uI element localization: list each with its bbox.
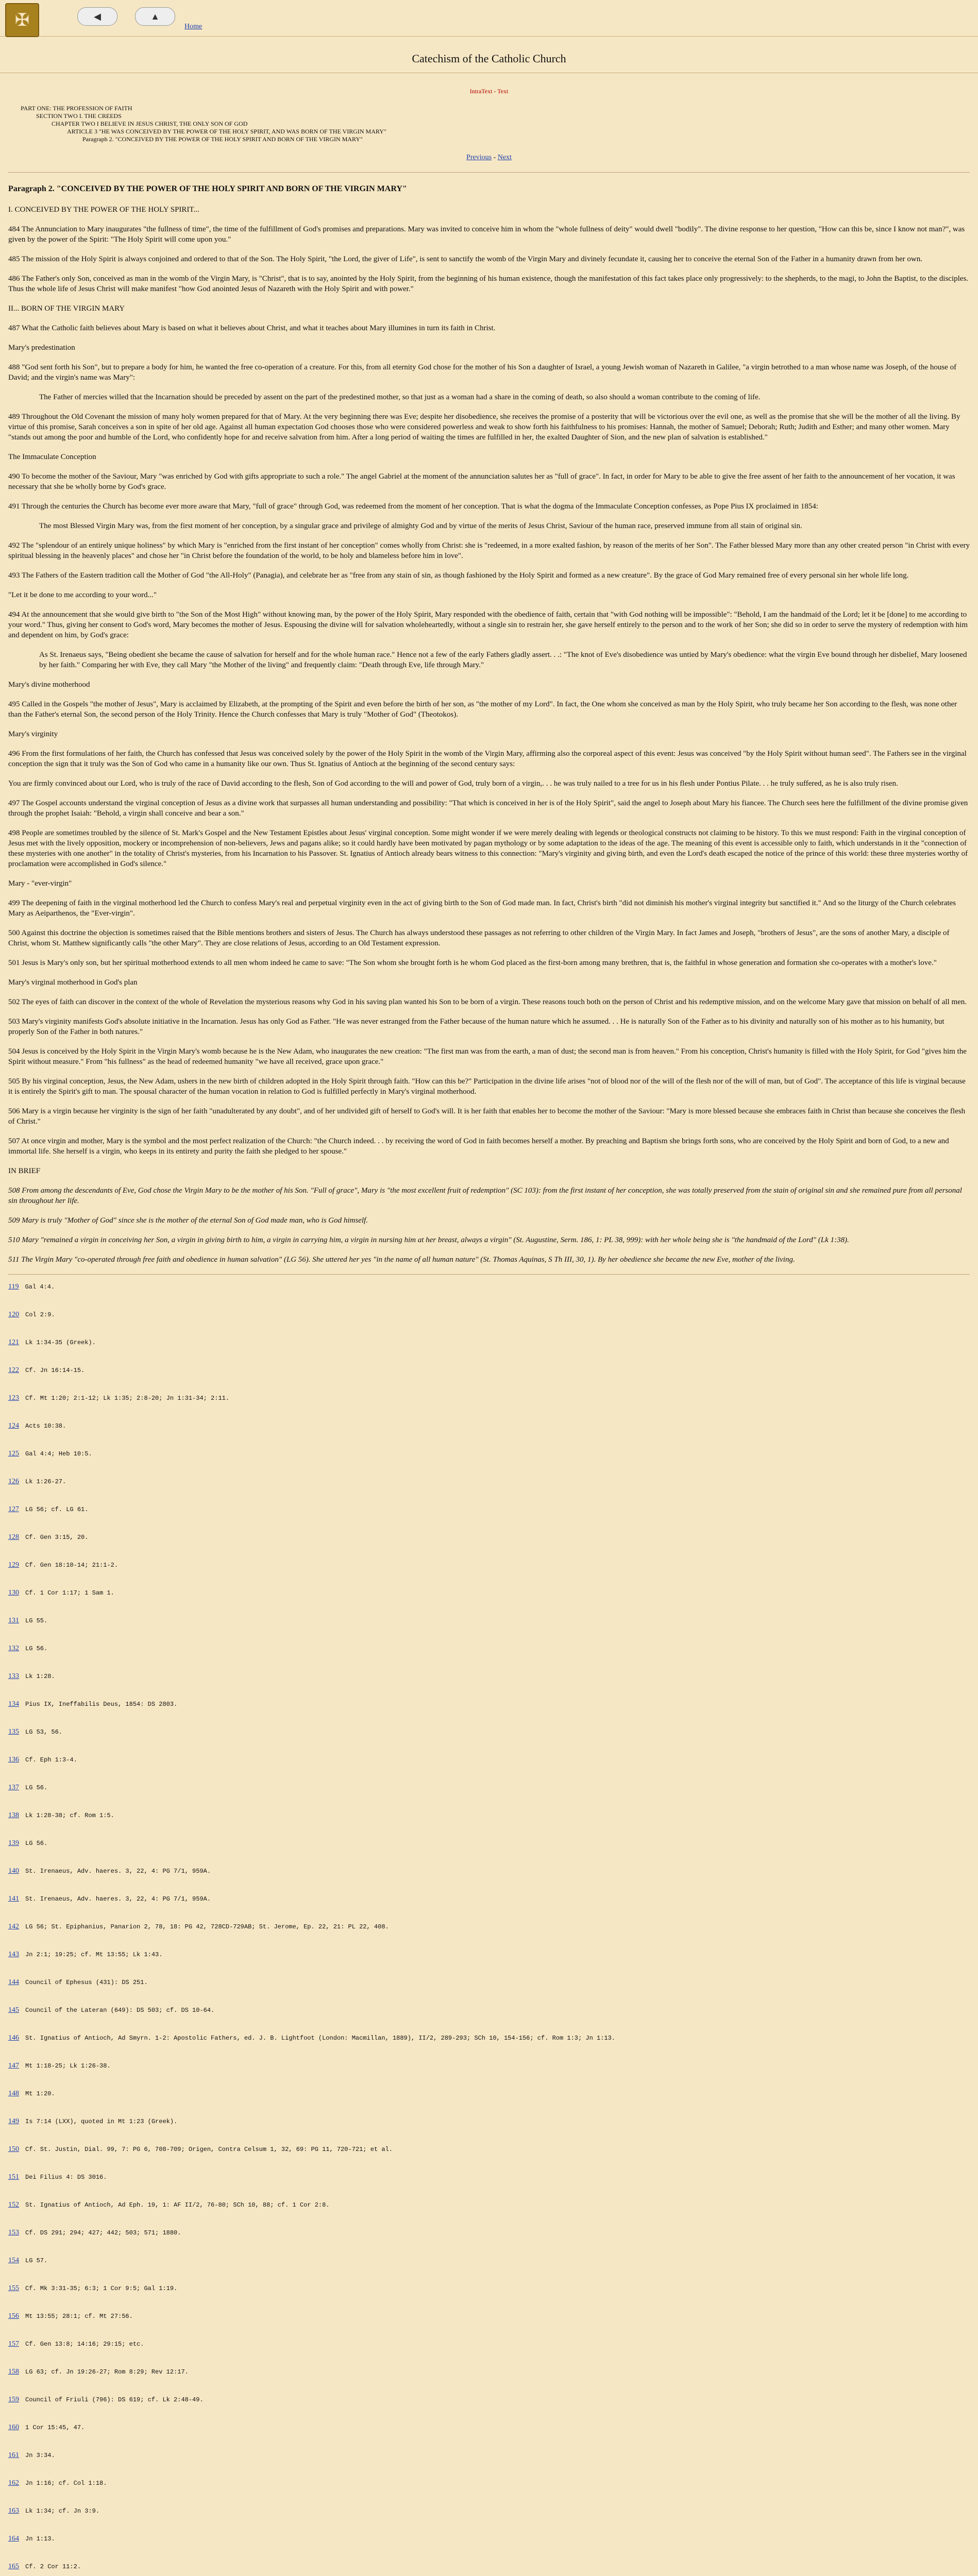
- footnote-text: Lk 1:34; cf. Jn 3:9.: [25, 2507, 100, 2515]
- footnote-text: Cf. Gen 13:8; 14:16; 29:15; etc.: [25, 2341, 144, 2348]
- breadcrumb: [21, 105, 978, 143]
- footnote: [8, 1811, 970, 1820]
- paragraph: 496 From the first formulations of her faith, the Church has confessed that Jesus was conceived solely by the power of the Holy Spirit in the womb of the Virgin Mary, affirming also the corporeal aspect of this event: Jesus was conceived "by the Holy Spirit without human seed". The Fathers see in the virginal conception the sign that it truly was the Son of God who came in a humanity like our own. Thus St. Ignatius of Antioch at the beginning of the second century says:: [8, 750, 967, 768]
- footnote-text: Gal 4:4; Heb 10:5.: [25, 1450, 92, 1458]
- footnote-number[interactable]: 155: [8, 2284, 19, 2292]
- footnote-text: Council of Friuli (796): DS 619; cf. Lk 2:48-49.: [25, 2396, 204, 2403]
- previous-link[interactable]: Previous: [466, 154, 492, 161]
- paragraph: 500 Against this doctrine the objection is sometimes raised that the Bible mentions brothers and sisters of Jesus. The Church has always understood these passages as not referring to other children of the Virgin Mary. In fact James and Joseph, "brothers of Jesus", are the sons of another Mary, a disciple of Christ, whom St. Matthew significantly calls "the other Mary". They are close relations of Jesus, according to an Old Testament expression.: [8, 929, 950, 947]
- paragraph: 488 "God sent forth his Son", but to prepare a body for him, he wanted the free co-operation of a creature. For this, from all eternity God chose for the mother of his Son a daughter of Israel, a young Jewish woman of Nazareth in Galilee, "a virgin betrothed to a man whose name was Joseph, of the house of David; and the virgin's name was Mary":: [8, 363, 957, 382]
- footnote-text: Lk 1:28-38; cf. Rom 1:5.: [25, 1812, 114, 1819]
- footnote: [8, 2062, 970, 2070]
- footnote: [8, 1283, 970, 1291]
- paragraph: Mary's virginity: [8, 730, 58, 738]
- footnote-text: Jn 3:34.: [25, 2452, 55, 2459]
- paragraph: "Let it be done to me according to your word...": [8, 591, 157, 599]
- footnote-number[interactable]: 141: [8, 1895, 19, 1903]
- paragraph: IN BRIEF: [8, 1167, 41, 1175]
- paragraph: 505 By his virginal conception, Jesus, the New Adam, ushers in the new birth of children adopted in the Holy Spirit through faith. "How can this be?" Participation in the divine life arises "not of blood nor of the will of the flesh nor of the will of man, but of God". The acceptance of this life is virginal because it is entirely the Spirit's gift to man. The spousal character of the human vocation in relation to God is fulfilled perfectly in Mary's virginal motherhood.: [8, 1077, 966, 1096]
- paragraph: You are firmly convinced about our Lord, who is truly of the race of David according to the flesh, Son of God according to the will and power of God, truly born of a virgin,. . . he was truly nailed to a tree for us in his flesh under Pontius Pilate. . . he truly suffered, as he is also truly risen.: [8, 779, 898, 788]
- footnote-number[interactable]: 163: [8, 2507, 19, 2515]
- footnote-number[interactable]: 134: [8, 1700, 19, 1708]
- footnote-number[interactable]: 153: [8, 2229, 19, 2236]
- footnote: [8, 2340, 970, 2348]
- footnote: [8, 1867, 970, 1875]
- footnote: [8, 1450, 970, 1458]
- footnote-number[interactable]: 120: [8, 1311, 19, 1318]
- paragraph: 507 At once virgin and mother, Mary is the symbol and the most perfect realization of the Church: "the Church indeed. . . by receiving the word of God in faith becomes herself a mother. By preaching and Baptism she brings forth sons, who are conceived by the Holy Spirit and born of God, to a new and immortal life. She herself is a virgin, who keeps in its entirety and purity the faith she pledged to her spouse.": [8, 1137, 949, 1156]
- footnote-number[interactable]: 143: [8, 1951, 19, 1958]
- footnote: [8, 2368, 970, 2376]
- footnote: [8, 1617, 970, 1625]
- footnote-text: St. Ignatius of Antioch, Ad Smyrn. 1-2: Apostolic Fathers, ed. J. B. Lightfoot (London: Macmillan, 1889), II/2, 289-293; SCh 10, 154-156; cf. Rom 1:3; Jn 1:13.: [25, 2035, 615, 2042]
- footnote-text: LG 56.: [25, 1645, 48, 1652]
- paragraph: 497 The Gospel accounts understand the virginal conception of Jesus as a divine work that surpasses all human understanding and possibility: "That which is conceived in her is of the Holy Spirit", said the angel to Joseph about Mary his fiancee. The Church sees here the fulfillment of the divine promise given through the prophet Isaiah: "Behold, a virgin shall conceive and bear a son.": [8, 799, 968, 818]
- footnote: [8, 1394, 970, 1402]
- footnote-text: Cf. DS 291; 294; 427; 442; 503; 571; 1880.: [25, 2229, 181, 2236]
- footnote-text: Cf. 2 Cor 11:2.: [25, 2563, 81, 2570]
- paragraph: 485 The mission of the Holy Spirit is always conjoined and ordered to that of the Son. The Holy Spirit, "the Lord, the giver of Life", is sent to sanctify the womb of the Virgin Mary and divinely fecundate it, causing her to conceive the eternal Son of the Father in a humanity drawn from her own.: [8, 255, 923, 263]
- footnote-text: St. Ignatius of Antioch, Ad Eph. 19, 1: AF II/2, 76-80; SCh 10, 88; cf. 1 Cor 2:8.: [25, 2201, 330, 2209]
- footnote-number[interactable]: 165: [8, 2563, 19, 2570]
- footnote-number[interactable]: 140: [8, 1867, 19, 1875]
- footnote-text: LG 56; St. Epiphanius, Panarion 2, 78, 18: PG 42, 728CD-729AB; St. Jerome, Ep. 22, 21: PL 22, 408.: [25, 1923, 389, 1930]
- footnote: [8, 1700, 970, 1708]
- footnote-number[interactable]: 128: [8, 1533, 19, 1541]
- up-button[interactable]: ▲: [135, 7, 175, 26]
- footnote: [8, 1728, 970, 1736]
- footnote-text: LG 56.: [25, 1840, 48, 1847]
- footnote-number[interactable]: 164: [8, 2535, 19, 2543]
- footnote-text: Mt 1:20.: [25, 2090, 55, 2097]
- paragraph: 502 The eyes of faith can discover in the context of the whole of Revelation the mysterious reasons why God in his saving plan wanted his Son to be born of a virgin. These reasons touch both on the person of Christ and his redemptive mission, and on the welcome Mary gave that mission on behalf of all men.: [8, 998, 967, 1006]
- footnote-text: Council of Ephesus (431): DS 251.: [25, 1979, 148, 1986]
- footnote-text: St. Irenaeus, Adv. haeres. 3, 22, 4: PG 7/1, 959A.: [25, 1895, 211, 1903]
- footnote-number[interactable]: 137: [8, 1784, 19, 1791]
- footnote: [8, 1923, 970, 1931]
- footnote-number[interactable]: 145: [8, 2006, 19, 2014]
- footnote-text: Cf. Eph 1:3-4.: [25, 1756, 77, 1764]
- footnote-text: LG 56; cf. LG 61.: [25, 1506, 89, 1513]
- footnote-number[interactable]: 158: [8, 2368, 19, 2376]
- footnote-number[interactable]: 161: [8, 2451, 19, 2459]
- paragraph: 489 Throughout the Old Covenant the mission of many holy women prepared for that of Mary. At the very beginning there was Eve; despite her disobedience, she receives the promise of a posterity that will be victorious over the evil one, as well as the promise that she will be the mother of all the living. By virtue of this promise, Sarah conceives a son in spite of her old age. Against all human expectation God chooses those who were considered powerless and weak to show forth his faithfulness to his promises: Hannah, the mother of Samuel; Deborah; Ruth; Judith and Esther; and many other women. Mary "stands out among the poor and humble of the Lord, who confidently hope for and receive salvation from him. After a long period of waiting the times are fulfilled in her, the exalted Daughter of Sion, and the new plan of salvation is established.": [8, 413, 960, 442]
- footnote-text: Cf. Jn 16:14-15.: [25, 1367, 85, 1374]
- footnote: [8, 2090, 970, 2098]
- footnote: [8, 2229, 970, 2237]
- footnote-number[interactable]: 162: [8, 2479, 19, 2487]
- footnote: [8, 1338, 970, 1347]
- footnote-text: Dei Filius 4: DS 3016.: [25, 2174, 107, 2181]
- footnote-number[interactable]: 159: [8, 2396, 19, 2403]
- footnote-text: St. Irenaeus, Adv. haeres. 3, 22, 4: PG 7/1, 959A.: [25, 1868, 211, 1875]
- footnote-text: Pius IX, Ineffabilis Deus, 1854: DS 2803.: [25, 1701, 178, 1708]
- footnote-text: Gal 4:4.: [25, 1283, 55, 1291]
- paragraph: 509 Mary is truly "Mother of God" since she is the mother of the eternal Son of God made man, who is God himself.: [8, 1216, 368, 1225]
- footnote-text: LG 57.: [25, 2257, 48, 2264]
- footnote-text: Mt 1:18-25; Lk 1:26-38.: [25, 2062, 111, 2070]
- footnote-number[interactable]: 160: [8, 2424, 19, 2431]
- footnote-number[interactable]: 132: [8, 1645, 19, 1652]
- toc-item[interactable]: ARTICLE 3 "HE WAS CONCEIVED BY THE POWER OF THE HOLY SPIRIT, AND WAS BORN OF THE VIRGIN MARY": [67, 128, 386, 135]
- footnote-text: LG 55.: [25, 1617, 48, 1624]
- footnote-text: Mt 13:55; 28:1; cf. Mt 27:56.: [25, 2313, 133, 2320]
- footnote-text: Cf. Mk 3:31-35; 6:3; 1 Cor 9:5; Gal 1:19.: [25, 2285, 178, 2292]
- top-bar: [0, 0, 978, 37]
- footnote-number[interactable]: 119: [8, 1283, 19, 1291]
- paragraph: 504 Jesus is conceived by the Holy Spirit in the Virgin Mary's womb because he is the New Adam, who inaugurates the new creation: "The first man was from the earth, a man of dust; the second man is from heaven." From his conception, Christ's humanity is filled with the Holy Spirit, for God "gives him the Spirit without measure." From "his fullness" as the head of redeemed humanity "we have all received, grace upon grace.": [8, 1047, 967, 1066]
- footnote: [8, 2257, 970, 2265]
- paragraph: 484 The Annunciation to Mary inaugurates "the fullness of time", the time of the fulfillment of God's promises and preparations. Mary was invited to conceive him in whom the "whole fullness of deity" would dwell "bodily". The divine response to her question, "How can this be, since I know not man?", was given by the power of the Spirit: "The Holy Spirit will come upon you.": [8, 225, 965, 244]
- footnote-number[interactable]: 152: [8, 2201, 19, 2209]
- paragraph: I. CONCEIVED BY THE POWER OF THE HOLY SPIRIT...: [8, 206, 199, 214]
- footnote: [8, 1672, 970, 1681]
- footnote-text: Acts 10:38.: [25, 1422, 66, 1430]
- footnotes: [0, 1275, 978, 2576]
- paragraph-list: [8, 205, 970, 1265]
- paragraph: Mary's divine motherhood: [8, 681, 90, 689]
- footnote-text: Lk 1:28.: [25, 1673, 55, 1680]
- footnote-text: Council of the Lateran (649): DS 503; cf. DS 10-64.: [25, 2007, 215, 2014]
- footnote-number[interactable]: 122: [8, 1366, 19, 1374]
- footnote-text: LG 63; cf. Jn 19:26-27; Rom 8:29; Rev 12:17.: [25, 2368, 189, 2376]
- paragraph: The Immaculate Conception: [8, 453, 96, 461]
- footnote: [8, 1784, 970, 1792]
- footnote: [8, 1589, 970, 1597]
- footnote: [8, 1951, 970, 1959]
- footnote: [8, 2451, 970, 2460]
- footnote: [8, 1422, 970, 1430]
- footnote-number[interactable]: 136: [8, 1756, 19, 1764]
- paragraph: 510 Mary "remained a virgin in conceiving her Son, a virgin in giving birth to him, a virgin in carrying him, a virgin in nursing him at her breast, always a virgin" (St. Augustine, Serm. 186, 1: PL 38, 999): with her whole being she is "the handmaid of the Lord" (Lk 1:38).: [8, 1236, 849, 1244]
- paragraph: Mary - "ever-virgin": [8, 879, 72, 888]
- paragraph: 494 At the announcement that she would give birth to "the Son of the Most High" without knowing man, by the power of the Holy Spirit, Mary responded with the obedience of faith, certain that "with God nothing will be impossible": "Behold, I am the handmaid of the Lord; let it be [done] to me according to your word." Thus, giving her consent to God's word, Mary becomes the mother of Jesus. Espousing the divine will for salvation wholeheartedly, without a single sin to restrain her, she gave herself entirely to the person and to the work of her Son; she did so in order to serve the mystery of redemption with him and dependent on him, by God's grace:: [8, 611, 968, 639]
- footnote-number[interactable]: 146: [8, 2034, 19, 2042]
- paragraph: 490 To become the mother of the Saviour, Mary "was enriched by God with gifts appropriate to such a role." The angel Gabriel at the moment of the annunciation salutes her as "full of grace". In fact, in order for Mary to be able to give the free assent of her faith to the announcement of her vocation, it was necessary that she be wholly borne by God's grace.: [8, 472, 955, 491]
- toc-item[interactable]: CHAPTER TWO I BELIEVE IN JESUS CHRIST, THE ONLY SON OF GOD: [52, 120, 248, 127]
- footnote: [8, 2173, 970, 2181]
- footnote-number[interactable]: 139: [8, 1839, 19, 1847]
- page-title: Paragraph 2. "CONCEIVED BY THE POWER OF THE HOLY SPIRIT AND BORN OF THE VIRGIN MARY": [8, 184, 407, 193]
- logo-icon: ✠: [5, 3, 39, 37]
- footnote-number[interactable]: 123: [8, 1394, 19, 1402]
- paragraph: 493 The Fathers of the Eastern tradition call the Mother of God "the All-Holy" (Panagia), and celebrate her as "free from any stain of sin, as though fashioned by the Holy Spirit and formed as a new creature". By the grace of God Mary remained free of every personal sin her whole life long.: [8, 571, 909, 580]
- paragraph: 495 Called in the Gospels "the mother of Jesus", Mary is acclaimed by Elizabeth, at the prompting of the Spirit and even before the birth of her son, as "the mother of my Lord". In fact, the One whom she conceived as man by the Holy Spirit, who truly became her Son according to the flesh, was none other than the Father's eternal Son, the second person of the Holy Trinity. Hence the Church confesses that Mary is truly "Mother of God" (Theotokos).: [8, 700, 957, 719]
- paragraph: 506 Mary is a virgin because her virginity is the sign of her faith "unadulterated by any doubt", and of her undivided gift of herself to God's will. It is her faith that enables her to become the mother of the Saviour: "Mary is more blessed because she embraces faith in Christ than because she conceives the flesh of Christ.": [8, 1107, 966, 1126]
- footnote-text: Jn 2:1; 19:25; cf. Mt 13:55; Lk 1:43.: [25, 1951, 163, 1958]
- footnote-number[interactable]: 150: [8, 2145, 19, 2153]
- paragraph: 491 Through the centuries the Church has become ever more aware that Mary, "full of grace" through God, was redeemed from the moment of her conception. That is what the dogma of the Immaculate Conception confesses, as Pope Pius IX proclaimed in 1854:: [8, 502, 818, 511]
- footnote: [8, 1533, 970, 1541]
- footnote: [8, 2507, 970, 2515]
- footnote: [8, 2006, 970, 2014]
- footnote-number[interactable]: 142: [8, 1923, 19, 1930]
- footnote-number[interactable]: 135: [8, 1728, 19, 1736]
- footnote: [8, 2396, 970, 2404]
- footnote: [8, 1505, 970, 1514]
- footnote-number[interactable]: 138: [8, 1811, 19, 1819]
- separator: -: [493, 154, 496, 161]
- footnote: [8, 1645, 970, 1653]
- paragraph: Mary's predestination: [8, 344, 75, 352]
- footnote: [8, 1756, 970, 1764]
- footnote-text: Cf. 1 Cor 1:17; 1 Sam 1.: [25, 1589, 114, 1597]
- footnote-number[interactable]: 157: [8, 2340, 19, 2348]
- footnote-text: Cf. Gen 18:10-14; 21:1-2.: [25, 1562, 119, 1569]
- back-button[interactable]: ◀: [77, 7, 117, 26]
- footnote-number[interactable]: 130: [8, 1589, 19, 1597]
- footnote: [8, 2117, 970, 2126]
- footnote: [8, 1561, 970, 1569]
- footnote-text: Cf. St. Justin, Dial. 99, 7: PG 6, 708-709; Origen, Contra Celsum 1, 32, 69: PG 11, 720-721; et al.: [25, 2146, 393, 2153]
- paragraph: 486 The Father's only Son, conceived as man in the womb of the Virgin Mary, is "Christ", that is to say, anointed by the Holy Spirit, from the beginning of his human existence, though the manifestation of this fact takes place only progressively: to the shepherds, to the magi, to John the Baptist, to the disciples. Thus the whole life of Jesus Christ will make manifest "how God anointed Jesus of Nazareth with the Holy Spirit and with power.": [8, 275, 969, 293]
- footnote-number[interactable]: 124: [8, 1422, 19, 1430]
- paragraph: As St. Irenaeus says, "Being obedient she became the cause of salvation for herself and for the whole human race." Hence not a few of the early Fathers gladly assert. . .: "The knot of Eve's disobedience was untied by Mary's obedience: what the virgin Eve bound through her disbelief, Mary loosened by her faith." Comparing her with Eve, they call Mary "the Mother of the living" and frequently claim: "Death through Eve, life through Mary.": [39, 651, 967, 669]
- footnote-text: Jn 1:13.: [25, 2535, 55, 2543]
- toc-item[interactable]: PART ONE: THE PROFESSION OF FAITH: [21, 105, 132, 112]
- footnote: [8, 1311, 970, 1319]
- footnote-text: Cf. Mt 1:20; 2:1-12; Lk 1:35; 2:8-20; Jn 1:31-34; 2:11.: [25, 1395, 230, 1402]
- footnote-text: Lk 1:34-35 (Greek).: [25, 1339, 96, 1346]
- paragraph: 487 What the Catholic faith believes about Mary is based on what it believes about Christ, and what it teaches about Mary illumines in turn its faith in Christ.: [8, 324, 496, 332]
- footnote-number[interactable]: 133: [8, 1672, 19, 1680]
- paragraph: 508 From among the descendants of Eve, God chose the Virgin Mary to be the mother of his Son. "Full of grace", Mary is "the most excellent fruit of redemption" (SC 103): from the first instant of her conception, she was totally preserved from the stain of original sin and she remained pure from all personal sin throughout her life.: [8, 1187, 962, 1205]
- paragraph: 511 The Virgin Mary "co-operated through free faith and obedience in human salvation" (LG 56). She uttered her yes "in the name of all human nature" (St. Thomas Aquinas, S Th III, 30, 1). By her obedience she became the new Eve, mother of the living.: [8, 1256, 795, 1264]
- paragraph: 499 The deepening of faith in the virginal motherhood led the Church to confess Mary's real and perpetual virginity even in the act of giving birth to the Son of God made man. In fact, Christ's birth "did not diminish his mother's virginal integrity but sanctified it." And so the liturgy of the Church celebrates Mary as Aeiparthenos, the "Ever-virgin".: [8, 899, 956, 918]
- paragraph: 503 Mary's virginity manifests God's absolute initiative in the Incarnation. Jesus has only God as Father. "He was never estranged from the Father because of the human nature which he assumed. . . He is naturally Son of the Father as to his divinity and naturally son of his mother as to his humanity, but properly Son of the Father in both natures.": [8, 1018, 945, 1036]
- footnote-number[interactable]: 131: [8, 1617, 19, 1624]
- footnote: [8, 2034, 970, 2042]
- footnote-number[interactable]: 151: [8, 2173, 19, 2181]
- intratext-link[interactable]: IntraText - Text: [469, 88, 509, 95]
- paragraph: The Father of mercies willed that the Incarnation should be preceded by assent on the part of the predestined mother, so that just as a woman had a share in the coming of death, so also should a woman contribute to the coming of life.: [39, 393, 761, 401]
- footnote-text: Jn 1:16; cf. Col 1:18.: [25, 2480, 107, 2487]
- footnote-number[interactable]: 127: [8, 1505, 19, 1513]
- footnote: [8, 1478, 970, 1486]
- footnote-text: Is 7:14 (LXX), quoted in Mt 1:23 (Greek).: [25, 2118, 178, 2125]
- footnote: [8, 2201, 970, 2209]
- footnote-number[interactable]: 129: [8, 1561, 19, 1569]
- paragraph: The most Blessed Virgin Mary was, from the first moment of her conception, by a singular grace and privilege of almighty God and by virtue of the merits of Jesus Christ, Saviour of the human race, preserved immune from all stain of original sin.: [39, 522, 802, 530]
- next-link[interactable]: Next: [497, 154, 512, 161]
- footnote-number[interactable]: 121: [8, 1338, 19, 1346]
- paragraph: II... BORN OF THE VIRGIN MARY: [8, 304, 125, 313]
- footnote-text: Cf. Gen 3:15, 20.: [25, 1534, 89, 1541]
- footnote-text: Lk 1:26-27.: [25, 1478, 66, 1485]
- footnote: [8, 2145, 970, 2154]
- paragraph: 498 People are sometimes troubled by the silence of St. Mark's Gospel and the New Testament Epistles about Jesus' virginal conception. Some might wonder if we were merely dealing with legends or theological constructs not claiming to be history. To this we must respond: Faith in the virginal conception of Jesus met with the lively opposition, mockery or incomprehension of non-believers, Jews and pagans alike; so it could hardly have been motivated by pagan mythology or by some adaptation to the ideas of the age. The meaning of this event is accessible only to faith, which understands in it the "connection of these mysteries with one another" in the totality of Christ's mysteries, from his Incarnation to his Passover. St. Ignatius of Antioch already bears witness to this connection: "Mary's virginity and giving birth, and even the Lord's death escaped the notice of the prince of this world: these three mysteries worthy of proclamation were accomplished in God's silence.": [8, 829, 968, 868]
- footnote-number[interactable]: 125: [8, 1450, 19, 1458]
- footnote-number[interactable]: 154: [8, 2257, 19, 2264]
- footnote-number[interactable]: 147: [8, 2062, 19, 2070]
- footnote-text: 1 Cor 15:45, 47.: [25, 2424, 85, 2431]
- footnote-text: LG 56.: [25, 1784, 48, 1791]
- main-content: [0, 173, 978, 1265]
- page-header: Catechism of the Catholic Church: [0, 37, 978, 73]
- footnote: [8, 2535, 970, 2543]
- footnote: [8, 2284, 970, 2293]
- footnote-text: Col 2:9.: [25, 1311, 55, 1318]
- footnote-number[interactable]: 144: [8, 1978, 19, 1986]
- footnote-number[interactable]: 148: [8, 2090, 19, 2097]
- footnote-number[interactable]: 126: [8, 1478, 19, 1485]
- footnote: [8, 1895, 970, 1903]
- home-link[interactable]: Home: [184, 23, 203, 30]
- footnote: [8, 2479, 970, 2487]
- footnote: [8, 2563, 970, 2571]
- prev-next-top: [0, 154, 978, 162]
- footnote: [8, 1366, 970, 1375]
- footnote: [8, 2424, 970, 2432]
- toc-item[interactable]: SECTION TWO I. THE CREEDS: [36, 112, 122, 120]
- paragraph: Mary's virginal motherhood in God's plan: [8, 978, 138, 987]
- toc-item[interactable]: Paragraph 2. "CONCEIVED BY THE POWER OF THE HOLY SPIRIT AND BORN OF THE VIRGIN MARY": [82, 135, 363, 143]
- footnote-number[interactable]: 149: [8, 2117, 19, 2125]
- paragraph: 492 The "splendour of an entirely unique holiness" by which Mary is "enriched from the first instant of her conception" comes wholly from Christ: she is "redeemed, in a more exalted fashion, by reason of the merits of her Son". The Father blessed Mary more than any other created person "in Christ with every spiritual blessing in the heavenly places" and chose her "in Christ before the foundation of the world, to be holy and blameless before him in love".: [8, 541, 970, 560]
- footnote-text: LG 53, 56.: [25, 1728, 63, 1736]
- footnote: [8, 1978, 970, 1987]
- footnote: [8, 1839, 970, 1848]
- paragraph: 501 Jesus is Mary's only son, but her spiritual motherhood extends to all men whom indeed he came to save: "The Son whom she brought forth is he whom God placed as the first-born among many brethren, that is, the faithful in whose generation and formation she co-operates with a mother's love.": [8, 959, 937, 967]
- footnote-number[interactable]: 156: [8, 2312, 19, 2320]
- footnote: [8, 2312, 970, 2320]
